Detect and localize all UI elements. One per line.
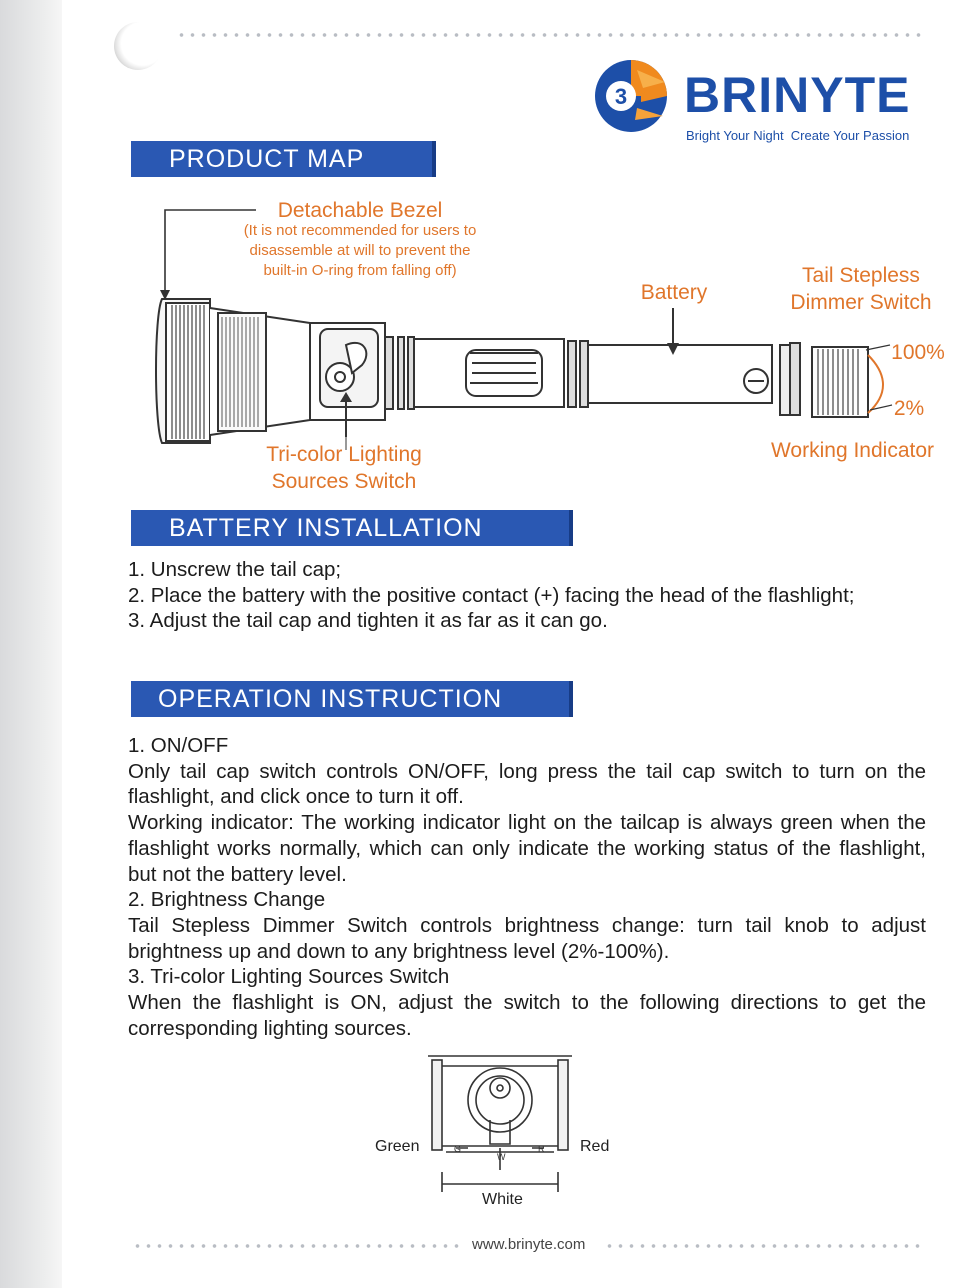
red-label: Red [580,1138,610,1155]
tricolor-switch-label-line: Tri-color Lighting [266,443,422,466]
red-code: R [538,1144,545,1154]
bezel-note-line: built-in O-ring from falling off) [263,262,457,279]
tricolor-text: When the flashlight is ON, adjust the switch to the following directions to get the corresponding lighting sources. [128,991,926,1040]
top-dotted-rule [176,32,926,38]
battery-step: 1. Unscrew the tail cap; [128,558,342,581]
battery-steps [128,557,868,634]
battery-step: 2. Place the battery with the positive contact (+) facing the head of the flashlight; [128,583,855,607]
brightness-heading: 2. Brightness Change [128,888,326,912]
on-off-heading: 1. ON/OFF [128,734,229,757]
flashlight-diagram [150,205,910,450]
battery-label: Battery [640,281,708,304]
indicator-label: Working Indicator [770,439,935,462]
switch-direction-diagram [420,1052,580,1192]
binder-hole [114,22,162,70]
tricolor-switch-label-line: Sources Switch [271,470,417,493]
tricolor-heading: 3. Tri-color Lighting Sources Switch [128,965,450,989]
green-code: G [454,1144,462,1154]
svg-text:3: 3 [614,84,628,109]
operation-text [128,733,926,1041]
battery-step: 3. Adjust the tail cap and tighten it as far as it can go. [128,609,608,633]
green-label: Green [375,1138,420,1155]
brand-emblem-icon [591,56,671,136]
brand-slogan: Bright Your Night Create Your Passion [686,128,910,143]
brightness-text: Tail Stepless Dimmer Switch controls brightness change: turn tail knob to adjust brightness up and down to any brightness level (2%-100%). [128,913,926,963]
bezel-label: Detachable Bezel [277,199,443,222]
tail-switch-label-line: Tail Stepless [802,264,920,287]
bezel-note-line: (It is not recommended for users to [243,222,477,239]
on-off-text: Only tail cap switch controls ON/OFF, long press the tail cap switch to turn on the flashlight, and click once to turn it off. [128,759,926,809]
brand-name: BRINYTE [684,67,911,123]
brand-logo [591,56,671,136]
footer-url: www.brinyte.com [472,1236,586,1253]
footer-dotted-rule-left [132,1243,462,1249]
white-code: W [497,1152,506,1162]
battery-installation-heading: BATTERY INSTALLATION [131,510,573,546]
white-label: White [482,1191,523,1208]
footer-dotted-rule-right [604,1243,926,1249]
level-high-label: 100% [891,341,945,364]
level-low-label: 2% [893,397,925,420]
indicator-text: Working indicator: The working indicator light on the tailcap is always green when the flashlight works normally, which can only indicate the working status of the flashlight, but not the battery level. [128,811,926,886]
product-map-heading: PRODUCT MAP [131,141,436,177]
tail-switch-label-line: Dimmer Switch [790,291,932,314]
bezel-note-line: disassemble at will to prevent the [249,242,471,259]
operation-heading: OPERATION INSTRUCTION [131,681,573,717]
page-edge-shadow [0,0,62,1288]
